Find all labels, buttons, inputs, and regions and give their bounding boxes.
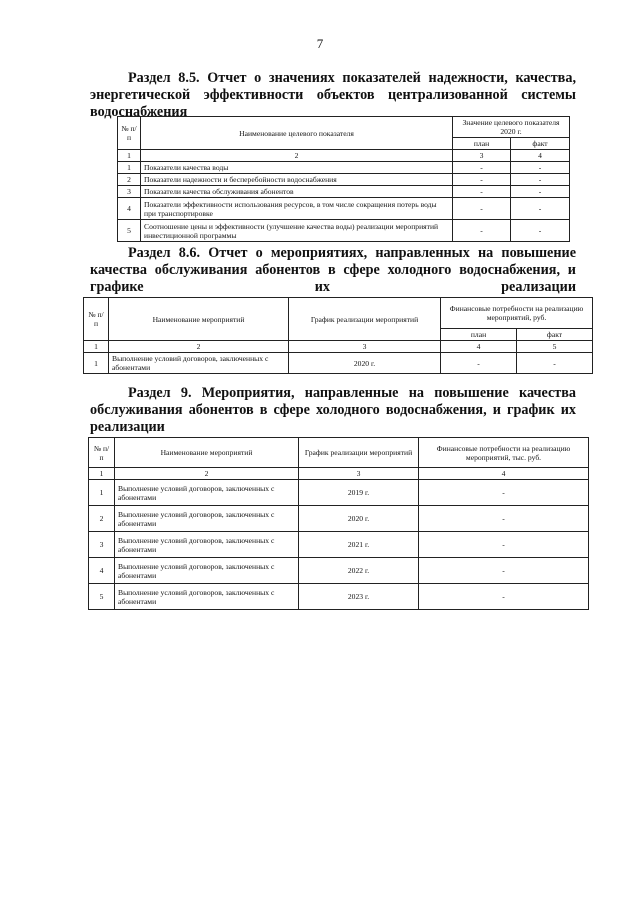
header-schedule: График реализации мероприятий <box>289 298 441 341</box>
page-number: 7 <box>316 36 324 51</box>
column-number: 5 <box>517 341 593 353</box>
table-row <box>118 174 570 186</box>
section-8-5-heading: Раздел 8.5. Отчет о значениях показателей надежности, качества, энергетической эффективности объектов централизованной системы водоснабжения <box>90 70 576 120</box>
column-number: 2 <box>141 150 453 162</box>
header-plan: план <box>453 138 511 150</box>
row-num: 3 <box>89 532 115 558</box>
table-row <box>89 558 589 584</box>
row-fact: - <box>517 353 593 374</box>
section-8-6-heading: Раздел 8.6. Отчет о мероприятиях, направленных на повышение качества обслуживания абонентов в сфере холодного водоснабжения, и графике их реализации <box>90 245 576 295</box>
column-number: 1 <box>84 341 109 353</box>
row-num: 1 <box>118 162 141 174</box>
row-schedule: 2020 г. <box>299 506 419 532</box>
row-name: Выполнение условий договоров, заключенных с абонентами <box>115 558 299 584</box>
header-num: № п/п <box>118 117 141 150</box>
row-name: Выполнение условий договоров, заключенных с абонентами <box>115 506 299 532</box>
row-fact: - <box>511 174 570 186</box>
row-name: Выполнение условий договоров, заключенных с абонентами <box>115 480 299 506</box>
row-num: 4 <box>89 558 115 584</box>
row-name: Показатели качества воды <box>141 162 453 174</box>
row-finance: - <box>419 584 589 610</box>
row-num: 1 <box>84 353 109 374</box>
row-num: 1 <box>89 480 115 506</box>
table-row <box>89 584 589 610</box>
column-number: 4 <box>511 150 570 162</box>
row-schedule: 2020 г. <box>289 353 441 374</box>
row-finance: - <box>419 506 589 532</box>
row-num: 5 <box>118 220 141 242</box>
column-number: 2 <box>115 468 299 480</box>
section-8-6-table <box>83 297 593 374</box>
row-schedule: 2021 г. <box>299 532 419 558</box>
row-plan: - <box>453 198 511 220</box>
table-row <box>89 506 589 532</box>
row-schedule: 2022 г. <box>299 558 419 584</box>
row-name: Показатели надежности и бесперебойности водоснабжения <box>141 174 453 186</box>
header-finance-group: Финансовые потребности на реализацию мероприятий, руб. <box>441 298 593 329</box>
table-row <box>118 162 570 174</box>
header-activity-name: Наименование мероприятий <box>109 298 289 341</box>
row-fact: - <box>511 186 570 198</box>
column-number: 1 <box>89 468 115 480</box>
header-finance: Финансовые потребности на реализацию мероприятий, тыс. руб. <box>419 438 589 468</box>
table-row <box>89 480 589 506</box>
row-num: 2 <box>89 506 115 532</box>
row-plan: - <box>453 220 511 242</box>
row-num: 4 <box>118 198 141 220</box>
row-finance: - <box>419 532 589 558</box>
header-num: № п/п <box>84 298 109 341</box>
row-name: Выполнение условий договоров, заключенных с абонентами <box>115 532 299 558</box>
row-schedule: 2019 г. <box>299 480 419 506</box>
header-fact: факт <box>517 329 593 341</box>
row-plan: - <box>453 186 511 198</box>
header-num: № п/п <box>89 438 115 468</box>
row-name: Выполнение условий договоров, заключенных с абонентами <box>109 353 289 374</box>
row-schedule: 2023 г. <box>299 584 419 610</box>
section-8-5-table <box>117 116 570 242</box>
table-row <box>84 353 593 374</box>
row-finance: - <box>419 480 589 506</box>
column-number: 2 <box>109 341 289 353</box>
column-number: 3 <box>299 468 419 480</box>
header-indicator-name: Наименование целевого показателя <box>141 117 453 150</box>
row-num: 3 <box>118 186 141 198</box>
row-name: Соотношение цены и эффективности (улучшение качества воды) реализации мероприятий инвестиционной программы <box>141 220 453 242</box>
row-name: Показатели качества обслуживания абонентов <box>141 186 453 198</box>
row-finance: - <box>419 558 589 584</box>
row-plan: - <box>441 353 517 374</box>
row-fact: - <box>511 220 570 242</box>
column-number: 4 <box>419 468 589 480</box>
table-row <box>118 220 570 242</box>
column-number: 3 <box>289 341 441 353</box>
table-row <box>118 198 570 220</box>
section-9-table <box>88 437 589 610</box>
column-number: 1 <box>118 150 141 162</box>
column-number: 3 <box>453 150 511 162</box>
header-value-group: Значение целевого показателя 2020 г. <box>453 117 570 138</box>
header-fact: факт <box>511 138 570 150</box>
row-name: Показатели эффективности использования ресурсов, в том числе сокращения потерь воды при транспортировке <box>141 198 453 220</box>
section-9-heading: Раздел 9. Мероприятия, направленные на повышение качества обслуживания абонентов в сфере холодного водоснабжения, и график их реализации <box>90 385 576 435</box>
header-schedule: График реализации мероприятий <box>299 438 419 468</box>
row-num: 2 <box>118 174 141 186</box>
row-fact: - <box>511 198 570 220</box>
header-plan: план <box>441 329 517 341</box>
row-plan: - <box>453 162 511 174</box>
row-name: Выполнение условий договоров, заключенных с абонентами <box>115 584 299 610</box>
header-activity-name: Наименование мероприятий <box>115 438 299 468</box>
row-plan: - <box>453 174 511 186</box>
table-row <box>89 532 589 558</box>
column-number: 4 <box>441 341 517 353</box>
row-fact: - <box>511 162 570 174</box>
table-row <box>118 186 570 198</box>
row-num: 5 <box>89 584 115 610</box>
